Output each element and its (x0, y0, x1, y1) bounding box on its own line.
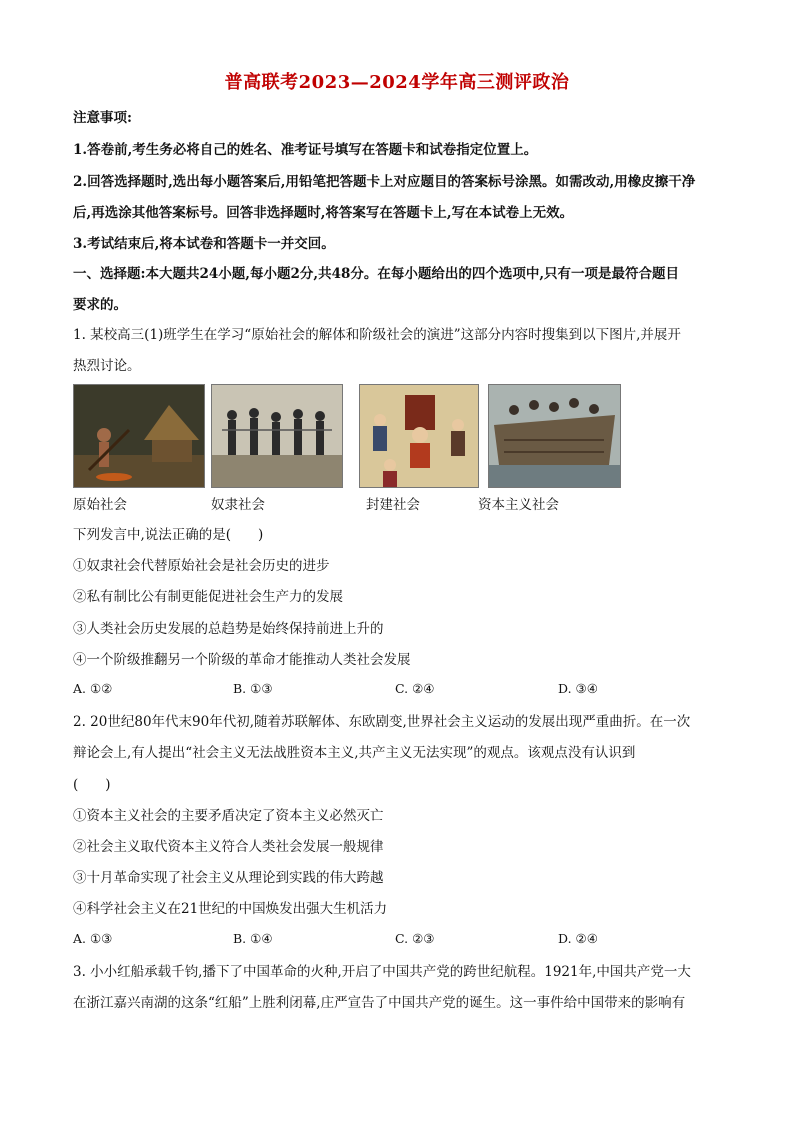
exam-title: 普高联考2023—2024学年高三测评政治 (224, 72, 570, 93)
section-instructions: 一、选择题:本大题共24小题,每小题2分,共48分。在每小题给出的四个选项中,只有一项是最符合题目 (73, 266, 680, 282)
q1-stem: 1. 某校高三(1)班学生在学习“原始社会的解体和阶级社会的演进”这部分内容时搜集到以下图片,并展开 (73, 327, 681, 343)
q2-statement-2: ②社会主义取代资本主义符合人类社会发展一般规律 (73, 839, 384, 855)
q1-option-d[interactable]: D. ③④ (558, 681, 598, 696)
q1-option-b[interactable]: B. ①③ (233, 681, 273, 696)
q2-stem-cont: 辩论会上,有人提出“社会主义无法战胜资本主义,共产主义无法实现”的观点。该观点没有认识到 (73, 745, 636, 761)
section-instructions-cont: 要求的。 (73, 297, 127, 313)
slave-society-march-icon (212, 385, 342, 487)
q1-statement-3: ③人类社会历史发展的总趋势是始终保持前进上升的 (73, 621, 384, 637)
q1-stem-cont: 热烈讨论。 (73, 358, 141, 374)
notice-heading: 注意事项: (73, 110, 132, 126)
q2-option-d[interactable]: D. ②④ (558, 931, 598, 946)
slave-society-image (211, 384, 343, 488)
caption-primitive: 原始社会 (73, 497, 127, 513)
feudal-court-icon (360, 385, 478, 487)
caption-feudal: 封建社会 (366, 497, 420, 513)
q2-stem-blank: ( ) (73, 777, 111, 793)
capitalist-society-image (488, 384, 621, 488)
q3-stem: 3. 小小红船承载千钧,播下了中国革命的火种,开启了中国共产党的跨世纪航程。1921年,中国共产党一大 (73, 964, 691, 980)
feudal-society-image (359, 384, 479, 488)
q2-options (73, 931, 723, 951)
q1-prompt: 下列发言中,说法正确的是( ) (73, 527, 264, 543)
q2-option-a[interactable]: A. ①③ (73, 931, 113, 946)
capitalist-slave-ship-icon (489, 385, 620, 487)
notice-item-3: 3.考试结束后,将本试卷和答题卡一并交回。 (73, 236, 335, 252)
q2-option-b[interactable]: B. ①④ (233, 931, 273, 946)
q1-option-a[interactable]: A. ①② (73, 681, 113, 696)
q2-statement-3: ③十月革命实现了社会主义从理论到实践的伟大跨越 (73, 870, 384, 886)
q2-statement-4: ④科学社会主义在21世纪的中国焕发出强大生机活力 (73, 901, 388, 917)
notice-item-1: 1.答卷前,考生务必将自己的姓名、准考证号填写在答题卡和试卷指定位置上。 (73, 142, 538, 158)
q3-stem-cont: 在浙江嘉兴南湖的这条“红船”上胜利闭幕,庄严宣告了中国共产党的诞生。这一事件给中国带来的影响有 (73, 995, 686, 1011)
q1-option-c[interactable]: C. ②④ (395, 681, 435, 696)
caption-slave: 奴隶社会 (211, 497, 265, 513)
q1-statement-2: ②私有制比公有制更能促进社会生产力的发展 (73, 589, 343, 605)
primitive-society-hut-icon (74, 385, 204, 487)
q2-statement-1: ①资本主义社会的主要矛盾决定了资本主义必然灭亡 (73, 808, 384, 824)
q2-stem: 2. 20世纪80年代末90年代初,随着苏联解体、东欧剧变,世界社会主义运动的发展出现严重曲折。在一次 (73, 714, 691, 730)
notice-item-2: 2.回答选择题时,选出每小题答案后,用铅笔把答题卡上对应题目的答案标号涂黑。如需改动,用橡皮擦干净 (73, 174, 696, 190)
notice-item-2-cont: 后,再选涂其他答案标号。回答非选择题时,将答案写在答题卡上,写在本试卷上无效。 (73, 205, 574, 221)
q1-statement-1: ①奴隶社会代替原始社会是社会历史的进步 (73, 558, 330, 574)
q1-options (73, 681, 723, 701)
primitive-society-image (73, 384, 205, 488)
q1-statement-4: ④一个阶级推翻另一个阶级的革命才能推动人类社会发展 (73, 652, 411, 668)
q2-option-c[interactable]: C. ②③ (395, 931, 435, 946)
caption-capitalist: 资本主义社会 (478, 497, 559, 513)
